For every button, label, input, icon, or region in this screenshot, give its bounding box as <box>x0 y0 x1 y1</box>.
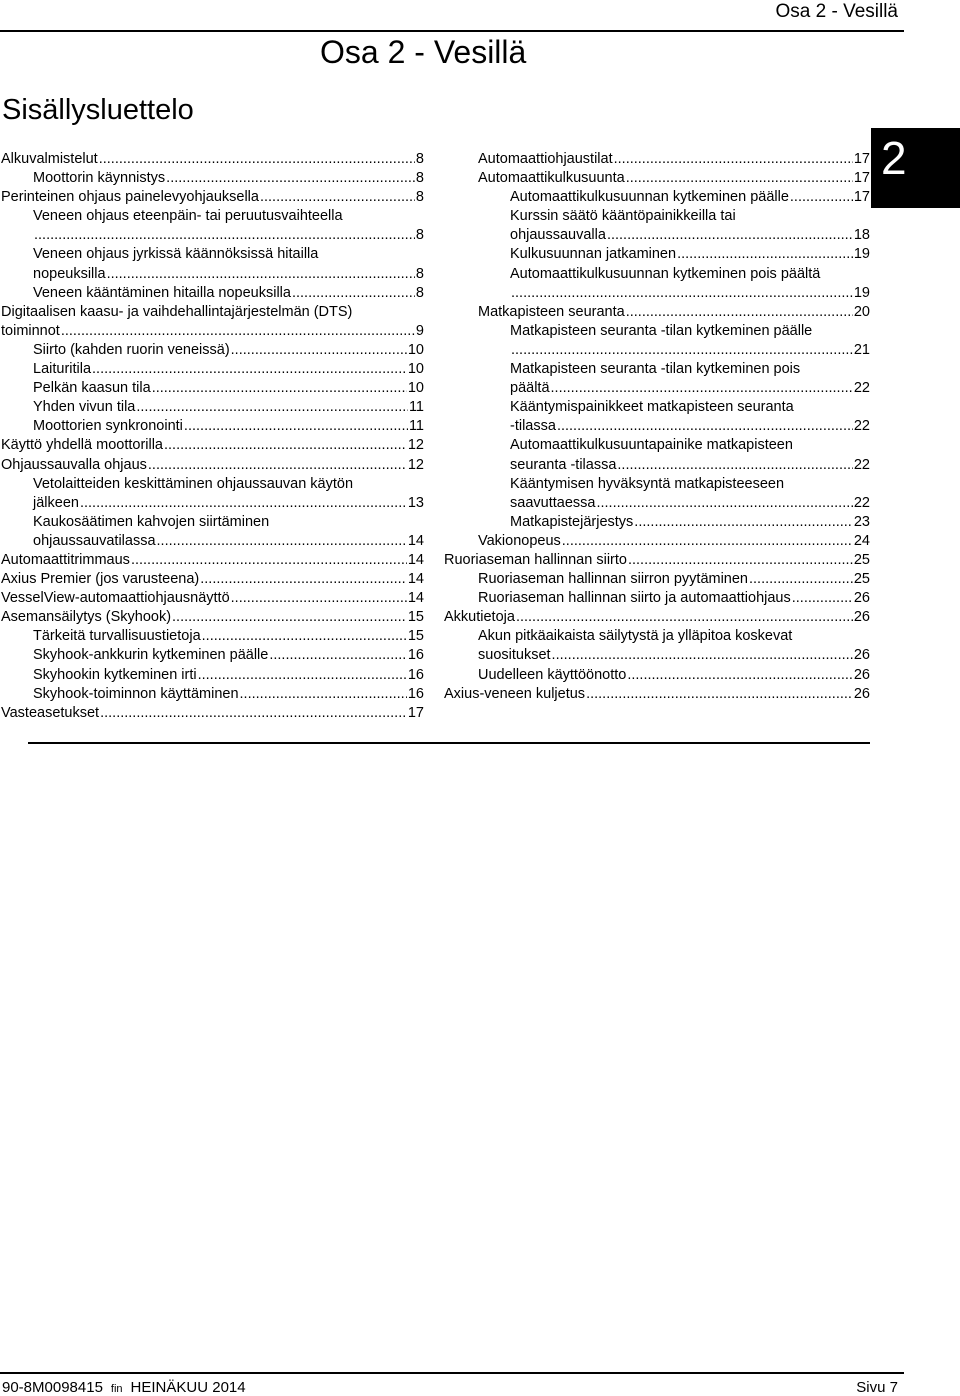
toc-entry-line: Veneen ohjaus jyrkissä käännöksissä hitailla <box>33 246 319 263</box>
toc-entry-page: 13 <box>407 494 424 511</box>
toc-entry-page: 10 <box>407 341 424 358</box>
toc-entry[interactable] <box>0 398 424 417</box>
toc-entry-line: Kurssin säätö kääntöpainikkeilla tai <box>510 208 736 225</box>
toc-entry-page: 10 <box>407 380 424 397</box>
toc-entry[interactable] <box>0 417 424 436</box>
toc-entry[interactable] <box>444 379 870 398</box>
toc-dot-leader <box>172 608 407 627</box>
toc-entry-line: Automaattikulkusuuntapainike matkapisteen <box>510 437 793 454</box>
toc-bottom-rule <box>28 742 870 744</box>
toc-dot-leader <box>99 150 415 169</box>
toc-entry[interactable] <box>444 570 870 589</box>
toc-entry-title: suositukset <box>478 647 551 664</box>
toc-entry[interactable] <box>0 169 424 188</box>
toc-entry-title: toiminnot <box>1 322 60 339</box>
toc-entry[interactable] <box>444 188 870 207</box>
toc-entry-page: 14 <box>407 571 424 588</box>
toc-entry-page: 8 <box>415 227 424 244</box>
toc-entry-title: nopeuksilla <box>33 265 106 282</box>
toc-entry-page: 20 <box>853 303 870 320</box>
toc-entry-line: Digitaalisen kaasu- ja vaihdehallintajärjestelmän (DTS) <box>1 303 353 320</box>
toc-entry-line: Matkapisteen seuranta -tilan kytkeminen pois <box>510 361 801 378</box>
toc-dot-leader <box>614 150 853 169</box>
toc-entry-title: Pelkän kaasun tila <box>33 380 151 397</box>
toc-entry[interactable] <box>0 226 424 245</box>
toc-entry-title: Axius-veneen kuljetus <box>444 685 586 702</box>
toc-entry-page: 16 <box>407 685 424 702</box>
toc-dot-leader <box>269 646 407 665</box>
toc-entry[interactable] <box>0 379 424 398</box>
toc-entry-page: 18 <box>853 227 870 244</box>
toc-dot-leader <box>200 570 407 589</box>
toc-entry[interactable] <box>0 456 424 475</box>
toc-dot-leader <box>184 417 408 436</box>
toc-entry-title: Automaattitrimmaus <box>1 551 130 568</box>
toc-entry[interactable] <box>0 666 424 685</box>
toc-right-column <box>444 150 870 704</box>
toc-dot-leader <box>516 608 853 627</box>
toc-dot-leader <box>617 456 852 475</box>
footer-language: fin <box>110 1383 123 1395</box>
toc-entry[interactable] <box>0 341 424 360</box>
footer-rule <box>0 1372 904 1374</box>
toc-entry[interactable] <box>0 627 424 646</box>
toc-entry[interactable] <box>0 188 424 207</box>
toc-entry-page: 17 <box>853 189 870 206</box>
toc-entry-page: 14 <box>407 551 424 568</box>
toc-dot-leader <box>562 532 853 551</box>
toc-entry-page: 16 <box>407 647 424 664</box>
toc-entry-line: Kaukosäätimen kahvojen siirtäminen <box>33 513 270 530</box>
toc-entry-page: 8 <box>415 170 424 187</box>
toc-dot-leader <box>166 169 415 188</box>
toc-entry-page: 11 <box>408 418 424 435</box>
toc-entry-page: 22 <box>853 494 870 511</box>
toc-entry-page: 11 <box>408 399 424 416</box>
toc-dot-leader <box>586 685 853 704</box>
toc-entry-page: 8 <box>415 265 424 282</box>
section-title: Osa 2 - Vesillä <box>320 34 527 70</box>
toc-entry-page: 15 <box>407 609 424 626</box>
toc-entry[interactable] <box>444 532 870 551</box>
toc-entry-title: Ruoriaseman hallinnan siirto ja automaattiohjaus <box>478 590 791 607</box>
toc-entry-page: 19 <box>853 246 870 263</box>
toc-entry[interactable] <box>444 589 870 608</box>
toc-dot-leader <box>164 436 407 455</box>
toc-dot-leader <box>628 551 853 570</box>
toc-dot-leader <box>240 685 407 704</box>
toc-entry[interactable] <box>444 666 870 685</box>
toc-dot-leader <box>749 570 853 589</box>
toc-dot-leader <box>627 666 853 685</box>
toc-entry-page: 22 <box>853 380 870 397</box>
toc-entry-title: Automaattikulkusuunta <box>478 170 625 187</box>
toc-dot-leader <box>100 704 407 723</box>
toc-entry[interactable] <box>444 456 870 475</box>
toc-entry-title: -tilassa <box>510 418 556 435</box>
chapter-tab: 2 <box>871 128 960 208</box>
toc-entry-title: Laituritila <box>33 361 92 378</box>
toc-entry[interactable] <box>0 532 424 551</box>
header-rule <box>0 30 904 32</box>
toc-entry[interactable] <box>444 646 870 665</box>
toc-entry-title: Yhden vivun tila <box>33 399 136 416</box>
toc-dot-leader <box>552 646 853 665</box>
toc-entry[interactable] <box>0 551 424 570</box>
toc-entry-page: 26 <box>853 609 870 626</box>
toc-entry-page: 8 <box>415 189 424 206</box>
toc-entry[interactable] <box>0 704 424 723</box>
toc-entry[interactable] <box>444 284 870 303</box>
toc-entry-page: 14 <box>407 590 424 607</box>
toc-dot-leader <box>198 666 407 685</box>
toc-entry[interactable] <box>0 570 424 589</box>
toc-entry[interactable] <box>444 513 870 532</box>
toc-dot-leader <box>131 551 407 570</box>
toc-entry-line: Kääntymispainikkeet matkapisteen seuranta <box>510 399 794 416</box>
toc-entry-page: 23 <box>853 513 870 530</box>
toc-dot-leader <box>596 494 852 513</box>
footer-date: HEINÄKUU 2014 <box>130 1379 246 1396</box>
toc-entry[interactable] <box>444 226 870 245</box>
toc-dot-leader <box>157 532 407 551</box>
toc-entry[interactable] <box>444 417 870 436</box>
toc-dot-leader <box>790 188 853 207</box>
toc-entry-page: 26 <box>853 685 870 702</box>
toc-entry-title: Matkapistejärjestys <box>510 513 634 530</box>
toc-entry[interactable] <box>0 265 424 284</box>
toc-entry-title: Perinteinen ohjaus painelevyohjauksella <box>1 189 259 206</box>
toc-entry-line: Kääntymisen hyväksyntä matkapisteeseen <box>510 475 785 492</box>
toc-entry-page: 25 <box>853 551 870 568</box>
toc-entry-title: VesselView-automaattiohjausnäyttö <box>1 590 230 607</box>
toc-entry-line: Automaattikulkusuunnan kytkeminen pois päältä <box>510 265 821 282</box>
toc-dot-leader <box>292 284 415 303</box>
toc-dot-leader <box>607 226 853 245</box>
toc-entry-title: Skyhook-toiminnon käyttäminen <box>33 685 239 702</box>
toc-dot-leader <box>557 417 853 436</box>
toc-dot-leader <box>511 341 853 360</box>
toc-entry-title: Vasteasetukset <box>1 704 100 721</box>
toc-entry[interactable] <box>444 303 870 322</box>
toc-entry[interactable] <box>0 608 424 627</box>
toc-entry-title: Skyhookin kytkeminen irti <box>33 666 197 683</box>
toc-entry-title: Skyhook-ankkurin kytkeminen päälle <box>33 647 269 664</box>
toc-entry-title: Vakionopeus <box>478 532 561 549</box>
toc-entry[interactable] <box>0 322 424 341</box>
toc-entry-page: 10 <box>407 361 424 378</box>
toc-entry-page: 21 <box>853 341 870 358</box>
footer-left <box>2 1379 246 1396</box>
toc-entry-page: 12 <box>407 437 424 454</box>
footer-doc-number: 90-8M0098415 <box>2 1379 103 1396</box>
toc-entry-title: Ohjaussauvalla ohjaus <box>1 456 147 473</box>
toc-dot-leader <box>626 303 853 322</box>
toc-dot-leader <box>231 589 407 608</box>
toc-entry-title: Uudelleen käyttöönotto <box>478 666 627 683</box>
toc-title: Sisällysluettelo <box>2 94 194 126</box>
toc-entry-page: 8 <box>415 284 424 301</box>
toc-entry[interactable] <box>0 150 424 169</box>
running-header-title: Osa 2 - Vesillä <box>775 1 898 22</box>
toc-dot-leader <box>626 169 853 188</box>
toc-entry-page: 17 <box>853 151 870 167</box>
toc-entry-page: 17 <box>407 704 424 721</box>
toc-entry-page: 26 <box>853 590 870 607</box>
toc-entry-page: 9 <box>415 322 424 339</box>
toc-entry[interactable] <box>0 494 424 513</box>
toc-entry-title: Automaattikulkusuunnan kytkeminen päälle <box>510 189 789 206</box>
toc-entry-title: seuranta -tilassa <box>510 456 617 473</box>
toc-entry-page: 26 <box>853 666 870 683</box>
toc-entry-page: 15 <box>407 628 424 645</box>
toc-dot-leader <box>136 398 408 417</box>
toc-entry-line: Vetolaitteiden keskittäminen ohjaussauvan käytön <box>33 475 354 492</box>
toc-entry[interactable] <box>0 284 424 303</box>
toc-entry-page: 14 <box>407 532 424 549</box>
footer-page-number: Sivu 7 <box>856 1379 898 1396</box>
toc-entry[interactable] <box>0 436 424 455</box>
toc-entry-title: päältä <box>510 380 550 397</box>
toc-entry-title: Tärkeitä turvallisuustietoja <box>33 628 201 645</box>
toc-entry[interactable] <box>444 169 870 188</box>
toc-entry-page: 22 <box>853 418 870 435</box>
toc-dot-leader <box>634 513 853 532</box>
toc-dot-leader <box>511 284 853 303</box>
toc-entry-page: 12 <box>407 456 424 473</box>
toc-entry-title: Alkuvalmistelut <box>1 151 98 167</box>
toc-dot-leader <box>92 360 407 379</box>
toc-entry-title: ohjaussauvalla <box>510 227 606 244</box>
toc-entry[interactable] <box>444 494 870 513</box>
toc-dot-leader <box>260 188 415 207</box>
toc-entry-title: ohjaussauvatilassa <box>33 532 156 549</box>
toc-entry-page: 24 <box>853 532 870 549</box>
toc-entry-page: 26 <box>853 647 870 664</box>
toc-dot-leader <box>551 379 853 398</box>
toc-dot-leader <box>202 627 407 646</box>
toc-left-column <box>0 150 424 723</box>
toc-entry-line: Veneen ohjaus eteenpäin- tai peruutusvaihteella <box>33 208 343 225</box>
toc-dot-leader <box>152 379 407 398</box>
toc-entry-title: saavuttaessa <box>510 494 596 511</box>
toc-dot-leader <box>231 341 407 360</box>
toc-entry[interactable] <box>0 646 424 665</box>
toc-dot-leader <box>792 589 853 608</box>
toc-entry-line: Akun pitkäaikaista säilytystä ja ylläpitoa koskevat <box>478 628 793 645</box>
toc-entry-page: 17 <box>853 170 870 187</box>
toc-entry-page: 16 <box>407 666 424 683</box>
toc-dot-leader <box>677 245 853 264</box>
toc-entry-title: jälkeen <box>33 494 79 511</box>
toc-entry[interactable] <box>0 685 424 704</box>
toc-entry-title: Moottorien synkronointi <box>33 418 183 435</box>
toc-entry-title: Ruoriaseman hallinnan siirto <box>444 551 627 568</box>
toc-entry-title: Kulkusuunnan jatkaminen <box>510 246 677 263</box>
toc-entry[interactable] <box>444 245 870 264</box>
toc-entry[interactable] <box>0 360 424 379</box>
toc-entry-title: Käyttö yhdellä moottorilla <box>1 437 163 454</box>
toc-entry-title: Moottorin käynnistys <box>33 170 166 187</box>
toc-dot-leader <box>148 456 407 475</box>
toc-entry-title: Akkutietoja <box>444 609 515 626</box>
toc-dot-leader <box>107 265 415 284</box>
toc-entry-title: Siirto (kahden ruorin veneissä) <box>33 341 230 358</box>
toc-entry-page: 8 <box>415 151 424 167</box>
toc-entry-title: Ruoriaseman hallinnan siirron pyytäminen <box>478 571 748 588</box>
toc-entry[interactable] <box>0 589 424 608</box>
toc-entry-title: Veneen kääntäminen hitailla nopeuksilla <box>33 284 291 301</box>
toc-entry[interactable] <box>444 551 870 570</box>
toc-entry-page: 25 <box>853 571 870 588</box>
toc-entry-page: 22 <box>853 456 870 473</box>
toc-entry-title: Matkapisteen seuranta <box>478 303 625 320</box>
toc-entry-line: Matkapisteen seuranta -tilan kytkeminen päälle <box>510 322 813 339</box>
toc-dot-leader <box>34 226 415 245</box>
toc-dot-leader <box>80 494 407 513</box>
toc-entry-title: Asemansäilytys (Skyhook) <box>1 609 172 626</box>
toc-entry[interactable] <box>444 685 870 704</box>
toc-entry[interactable] <box>444 150 870 169</box>
toc-entry-title: Axius Premier (jos varusteena) <box>1 571 200 588</box>
toc-entry[interactable] <box>444 341 870 360</box>
toc-entry-page: 19 <box>853 284 870 301</box>
toc-dot-leader <box>61 322 415 341</box>
toc-entry[interactable] <box>444 608 870 627</box>
toc-entry-title: Automaattiohjaustilat <box>478 151 613 167</box>
